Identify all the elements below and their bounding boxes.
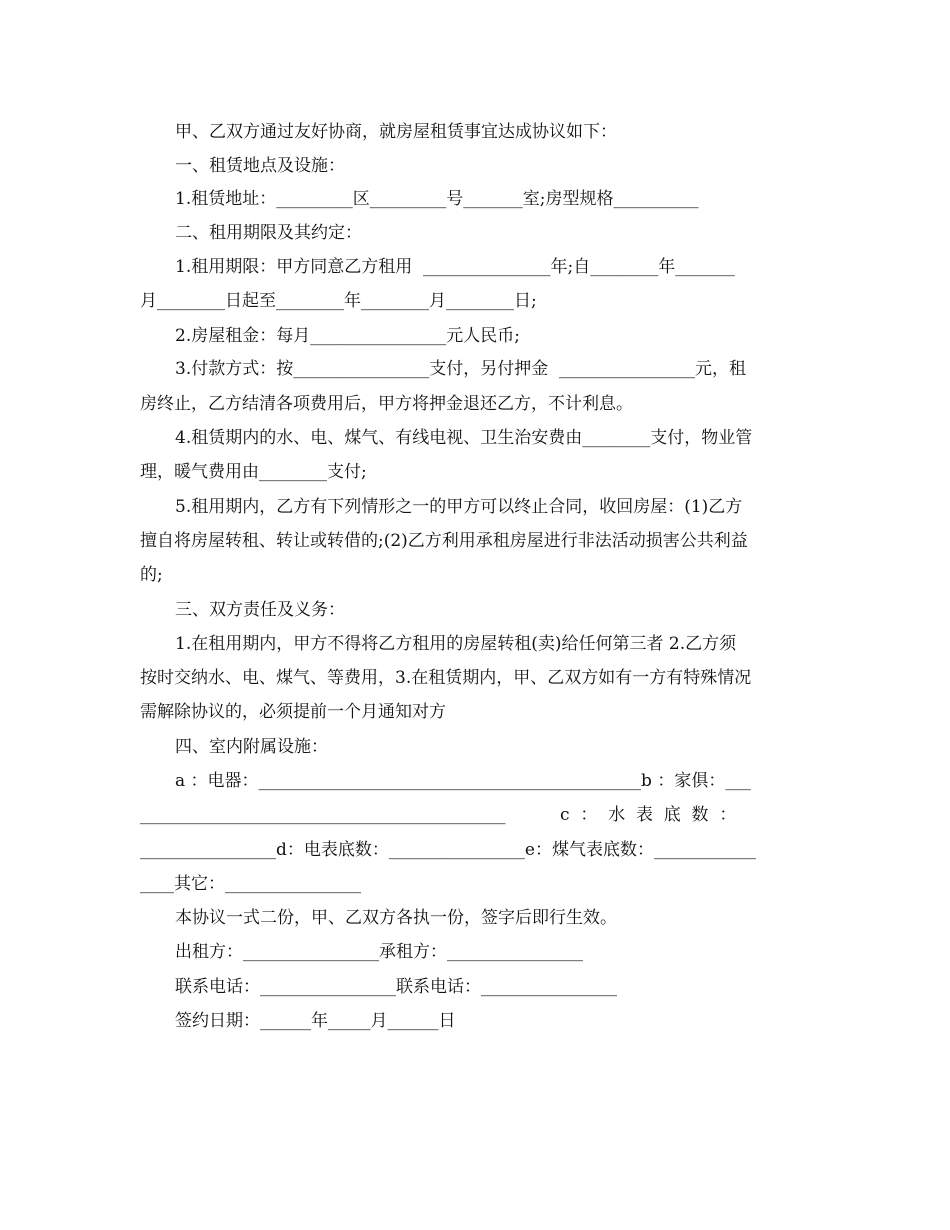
clause-payment-line1: 3.付款方式：按________________支付，另付押金 ________________元，租 <box>175 359 747 379</box>
section-1-heading: 一、租赁地点及设施： <box>175 156 345 176</box>
clause-termination-line3: 的; <box>140 565 163 585</box>
signature-parties: 出租方：________________承租方：________________ <box>175 942 583 962</box>
facilities-line1: a ：电器：_____________________________________________b ：家俱：___ <box>175 771 751 791</box>
clause-address: 1.租赁地址：_________区_________号_______室;房型规格__________ <box>175 189 699 209</box>
clause-term-line2: 月________日起至________年________月________日; <box>140 291 537 311</box>
clause-utilities-line1: 4.租赁期内的水、电、煤气、有线电视、卫生治安费由________支付，物业管 <box>175 428 753 448</box>
section-2-heading: 二、租用期限及其约定： <box>175 223 362 243</box>
clause-utilities-line2: 理，暖气费用由________支付; <box>140 462 367 482</box>
clause-duties-line1: 1.在租用期内，甲方不得将乙方租用的房屋转租(卖)给任何第三者 2.乙方须 <box>175 634 737 654</box>
clause-duties-line2: 按时交纳水、电、煤气、等费用，3.在租赁期内，甲、乙双方如有一方有特殊情况 <box>140 668 752 688</box>
section-4-heading: 四、室内附属设施： <box>175 737 328 757</box>
clause-termination-line1: 5.租用期内，乙方有下列情形之一的甲方可以终止合同，收回房屋：(1)乙方 <box>175 497 743 517</box>
clause-payment-line2: 房终止，乙方结清各项费用后，甲方将押金退还乙方，不计利息。 <box>140 394 633 414</box>
clause-duties-line3: 需解除协议的，必须提前一个月通知对方 <box>140 702 446 722</box>
intro-line: 甲、乙双方通过友好协商，就房屋租赁事宜达成协议如下： <box>175 122 617 142</box>
contact-phones: 联系电话：________________联系电话：________________ <box>175 977 617 997</box>
facilities-line3: ________________d：电表底数：________________e：煤气表底数：____________ <box>140 840 756 860</box>
facilities-line2-blank: ___________________________________________ <box>140 805 506 825</box>
clause-termination-line2: 擅自将房屋转租、转让或转借的;(2)乙方利用承租房屋进行非法活动损害公共利益 <box>140 531 748 551</box>
clause-term-line1: 1.租用期限：甲方同意乙方租用 _______________年;自________年_______ <box>175 257 735 277</box>
facilities-line4: ____其它：________________ <box>140 874 361 894</box>
clause-rent: 2.房屋租金：每月________________元人民币; <box>175 326 520 346</box>
section-3-heading: 三、双方责任及义务： <box>175 600 345 620</box>
signing-date: 签约日期：______年_____月______日 <box>175 1011 456 1031</box>
facilities-water-meter: c ： 水 表 底 数 ： <box>560 805 737 825</box>
copies-clause: 本协议一式二份，甲、乙双方各执一份，签字后即行生效。 <box>175 908 617 928</box>
